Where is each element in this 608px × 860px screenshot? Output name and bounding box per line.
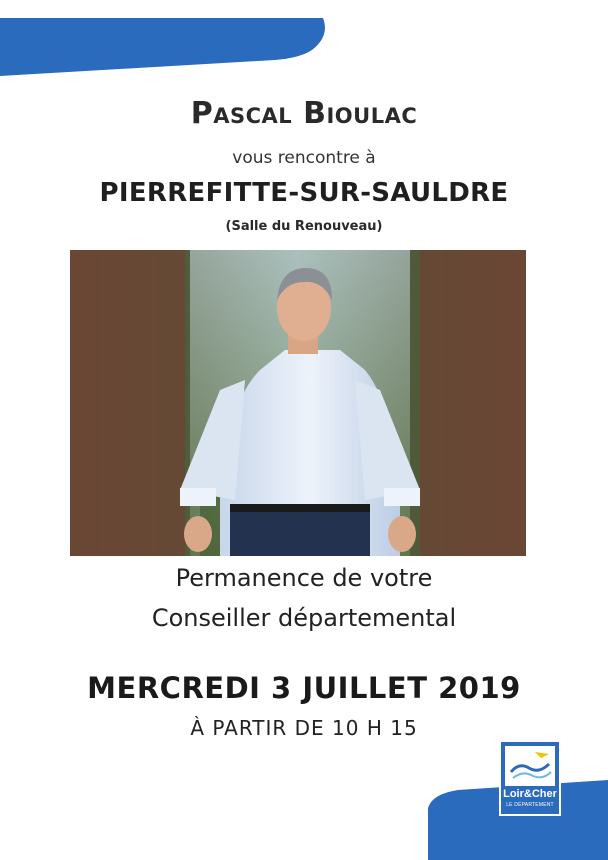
logo-subtitle: LE DÉPARTEMENT — [506, 802, 554, 808]
role-line-2: Conseiller départemental — [151, 604, 457, 632]
event-date: MERCREDI 3 JUILLET 2019 — [87, 671, 521, 705]
intro-text: vous rencontre à — [232, 148, 376, 168]
event-time: À PARTIR DE 10 H 15 — [190, 716, 418, 740]
river-emblem-icon — [505, 746, 555, 786]
department-logo — [499, 740, 561, 816]
town-name: PIERREFITTE-SUR-SAULDRE — [99, 178, 509, 208]
portrait-photo — [70, 250, 526, 556]
top-blue-banner — [0, 0, 330, 80]
role-line-1: Permanence de votre — [175, 564, 433, 592]
person-name: Pascal Bioulac — [190, 96, 418, 131]
venue-name: (Salle du Renouveau) — [225, 219, 383, 234]
logo-name: Loir&Cher — [503, 788, 557, 800]
